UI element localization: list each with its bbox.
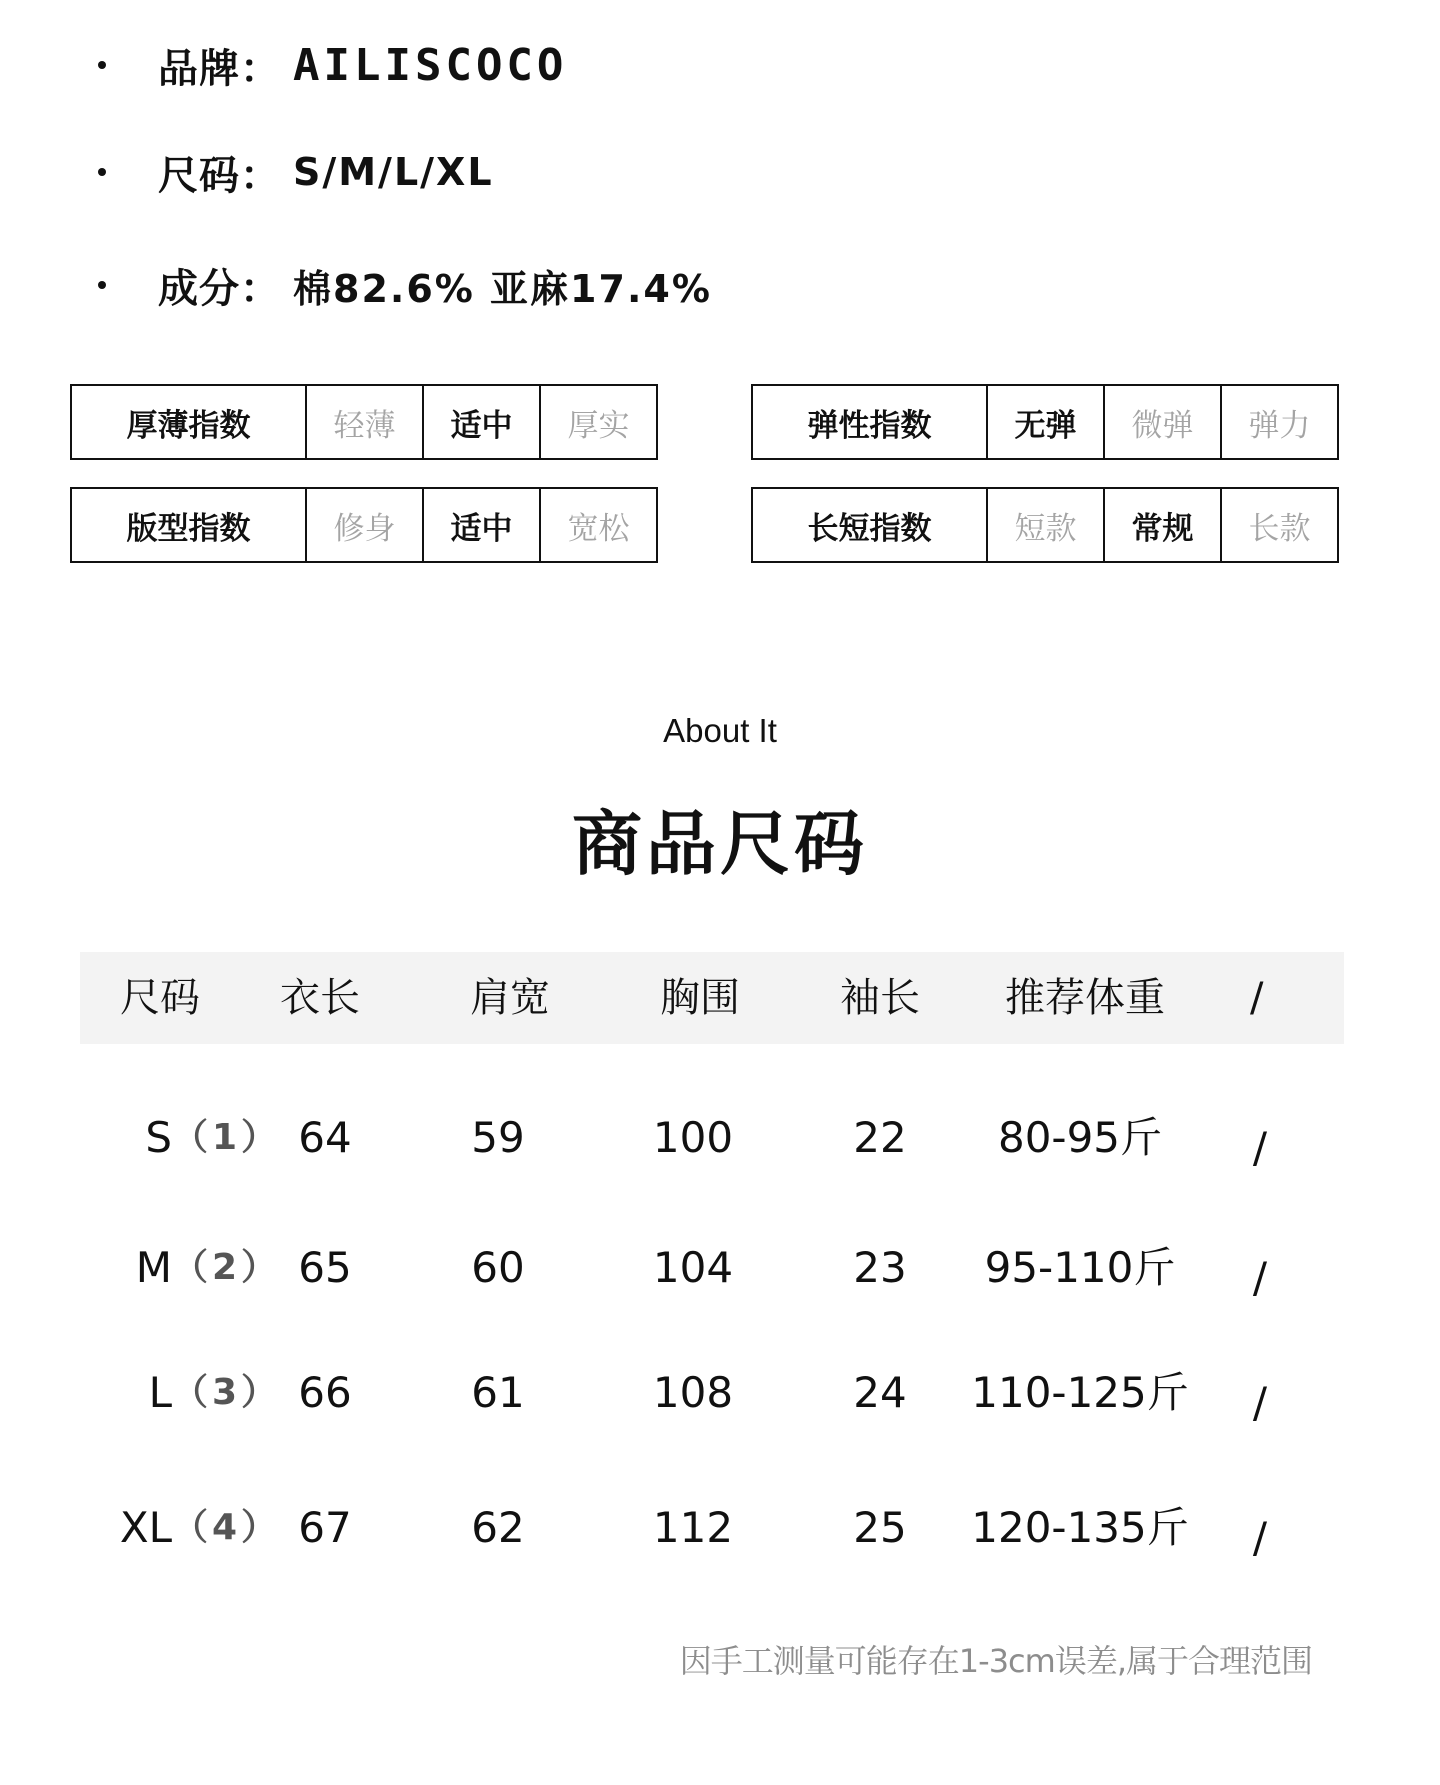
index-option: 短款 — [986, 489, 1103, 561]
index-title: 版型指数 — [126, 510, 251, 547]
spec-size-label: 尺码： — [158, 152, 281, 199]
index-title: 厚薄指数 — [126, 407, 251, 444]
row-size: L — [148, 1368, 172, 1417]
header-sleeve: 袖长 — [840, 975, 920, 1021]
table-row — [0, 1493, 1440, 1563]
row-shoulder: 61 — [471, 1368, 525, 1417]
row-shoulder: 59 — [471, 1113, 525, 1162]
index-option: 长款 — [1220, 489, 1337, 561]
row-weight: 80-95斤 — [997, 1113, 1163, 1162]
header-chest: 胸围 — [660, 975, 740, 1021]
bullet-icon — [98, 168, 106, 176]
bullet-icon — [98, 61, 106, 69]
row-sleeve: 23 — [853, 1243, 907, 1292]
row-sleeve: 24 — [853, 1368, 907, 1417]
table-header-row — [80, 952, 1344, 1044]
row-size: XL — [119, 1503, 172, 1552]
spec-brand-value: AILISCOCO — [293, 39, 568, 91]
spec-material-value: 棉82.6% 亚麻17.4% — [293, 266, 712, 311]
row-chest: 108 — [652, 1368, 734, 1417]
index-title: 长短指数 — [807, 510, 932, 547]
row-weight: 120-135斤 — [971, 1503, 1189, 1552]
index-option: 微弹 — [1103, 386, 1220, 458]
section-title: 商品尺码 — [572, 803, 868, 885]
row-size-number: （3） — [172, 1372, 282, 1413]
header-weight: 推荐体重 — [1005, 975, 1165, 1021]
index-title: 弹性指数 — [807, 407, 932, 444]
row-size-number: （4） — [172, 1507, 282, 1548]
index-option: 适中 — [422, 489, 539, 561]
row-chest: 112 — [652, 1503, 734, 1552]
index-option: 适中 — [422, 386, 539, 458]
row-extra: / — [1252, 1378, 1268, 1427]
row-extra: / — [1252, 1253, 1268, 1302]
row-extra: / — [1252, 1513, 1268, 1562]
table-row — [0, 1233, 1440, 1303]
row-shoulder: 60 — [471, 1243, 525, 1292]
index-elasticity — [751, 384, 1339, 460]
header-length: 衣长 — [280, 975, 360, 1021]
table-row — [0, 1103, 1440, 1173]
row-weight: 110-125斤 — [971, 1368, 1189, 1417]
row-shoulder: 62 — [471, 1503, 525, 1552]
spec-brand — [98, 30, 567, 100]
about-subtitle: About It — [663, 712, 777, 749]
row-size: M — [135, 1243, 172, 1292]
spec-material — [98, 250, 712, 320]
row-weight: 95-110斤 — [984, 1243, 1176, 1292]
index-option: 修身 — [305, 489, 422, 561]
index-fit — [70, 487, 658, 563]
row-length: 67 — [298, 1503, 352, 1552]
spec-brand-label: 品牌： — [158, 45, 281, 92]
index-length — [751, 487, 1339, 563]
row-extra: / — [1252, 1123, 1268, 1172]
index-option: 宽松 — [539, 489, 656, 561]
row-sleeve: 22 — [853, 1113, 907, 1162]
index-option: 常规 — [1103, 489, 1220, 561]
row-length: 64 — [298, 1113, 352, 1162]
index-option: 无弹 — [986, 386, 1103, 458]
spec-material-label: 成分： — [158, 265, 281, 312]
index-option: 弹力 — [1220, 386, 1337, 458]
index-option: 轻薄 — [305, 386, 422, 458]
spec-size-value: S/M/L/XL — [293, 150, 494, 194]
index-thickness — [70, 384, 658, 460]
bullet-icon — [98, 281, 106, 289]
row-size-number: （1） — [172, 1117, 282, 1158]
row-length: 66 — [298, 1368, 352, 1417]
header-shoulder: 肩宽 — [470, 975, 550, 1021]
header-size: 尺码 — [120, 975, 200, 1021]
row-size: S — [145, 1113, 172, 1162]
spec-size — [98, 137, 494, 207]
header-extra: / — [1250, 975, 1264, 1021]
measurement-footnote: 因手工测量可能存在1-3cm误差,属于合理范围 — [679, 1642, 1312, 1680]
row-length: 65 — [298, 1243, 352, 1292]
row-chest: 104 — [652, 1243, 734, 1292]
row-sleeve: 25 — [853, 1503, 907, 1552]
index-option: 厚实 — [539, 386, 656, 458]
table-row — [0, 1358, 1440, 1428]
row-size-number: （2） — [172, 1247, 282, 1288]
row-chest: 100 — [652, 1113, 734, 1162]
